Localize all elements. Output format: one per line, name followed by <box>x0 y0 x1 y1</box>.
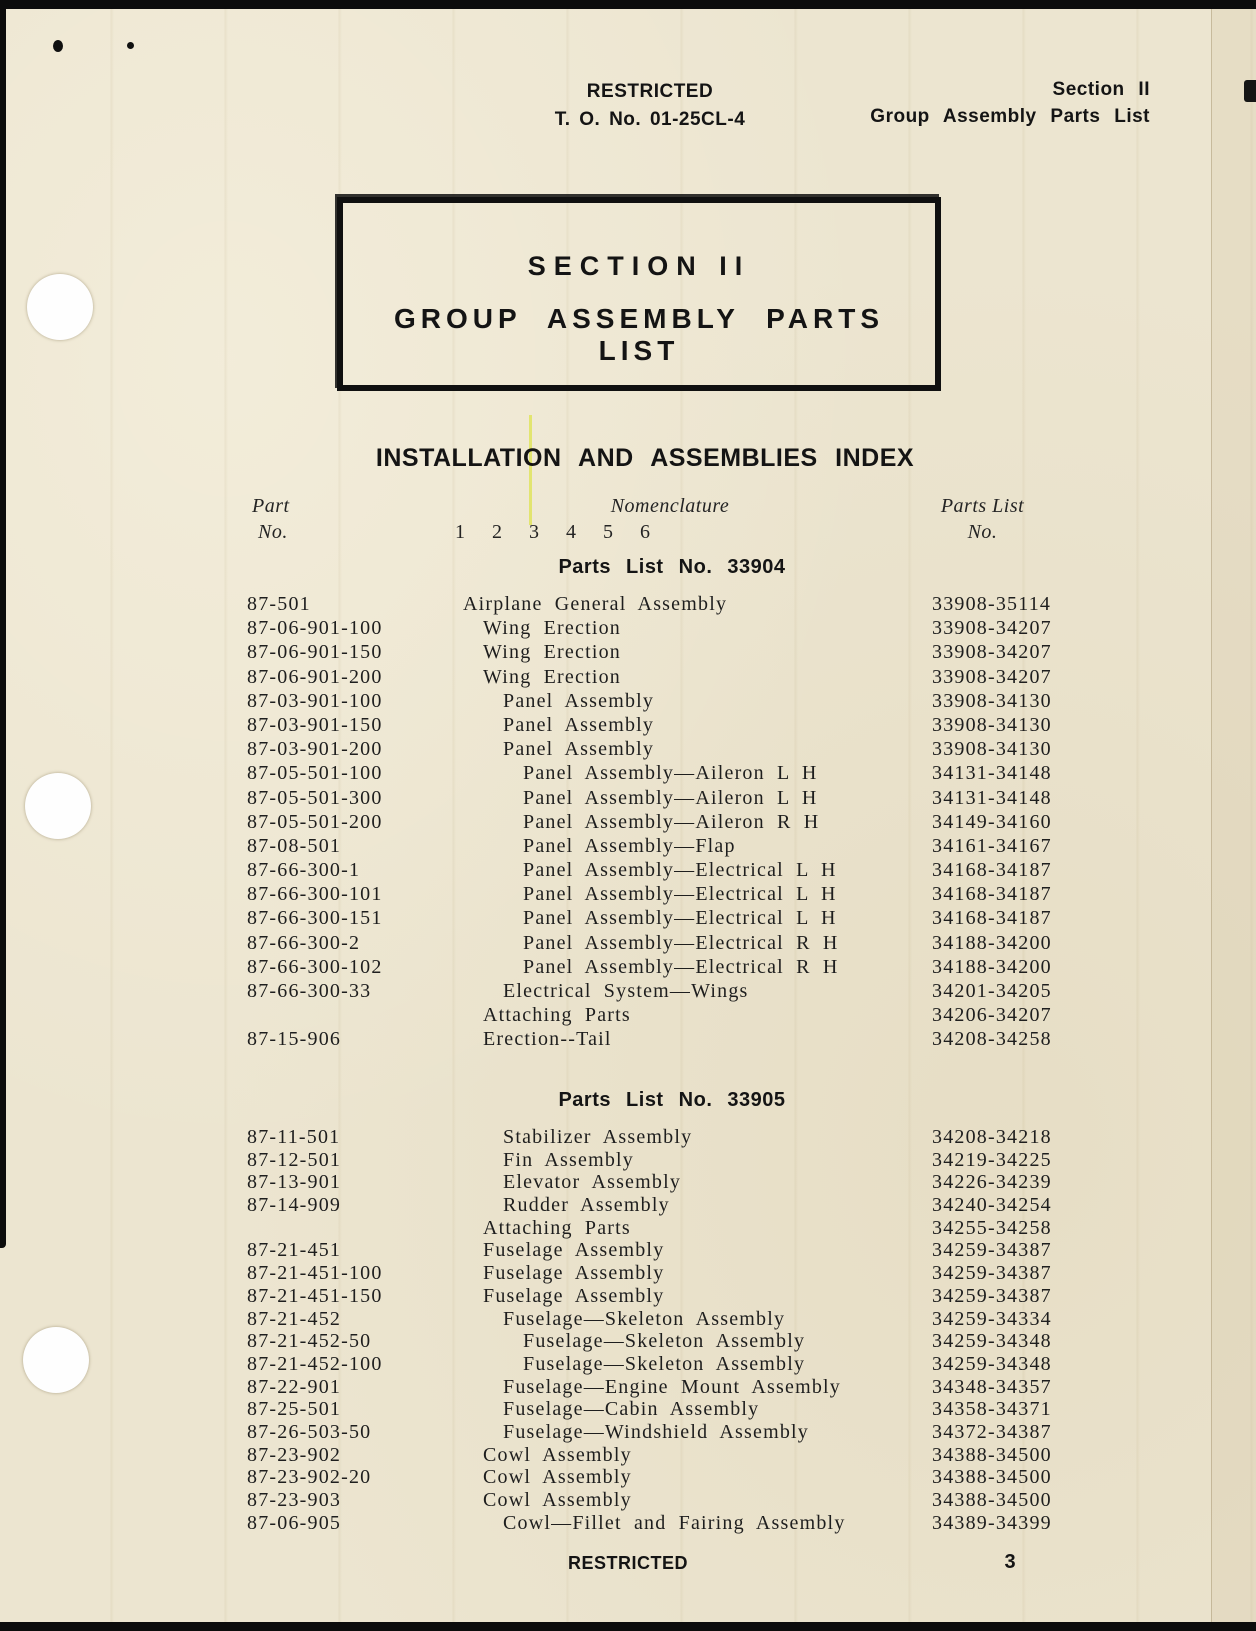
table-row <box>0 907 1256 931</box>
ink-speck <box>127 42 134 49</box>
parts-list-number-cell: 34188-34200 <box>932 931 1052 954</box>
table-row <box>0 1512 1256 1535</box>
nomenclature-cell: Panel Assembly—Aileron L H <box>523 786 818 809</box>
column-header-part: Part <box>252 495 290 517</box>
nomenclature-cell: Fuselage Assembly <box>483 1262 665 1285</box>
table-row <box>0 1239 1256 1262</box>
nomenclature-cell: Panel Assembly—Flap <box>523 834 736 857</box>
nomenclature-cell: Panel Assembly <box>503 713 655 736</box>
table-row <box>0 666 1256 690</box>
part-number-cell: 87-21-451 <box>247 1239 342 1262</box>
table-row <box>0 1194 1256 1217</box>
column-header-parts-list: Parts List <box>940 495 1025 517</box>
parts-list-number-cell: 34161-34167 <box>932 834 1052 857</box>
table-row <box>0 811 1256 835</box>
nomenclature-cell: Fuselage—Skeleton Assembly <box>523 1352 806 1375</box>
technical-order-number: T. O. No. 01-25CL-4 <box>554 109 746 130</box>
part-number-cell: 87-03-901-100 <box>247 689 383 712</box>
table-row <box>0 1028 1256 1052</box>
parts-list-number-cell: 33908-34207 <box>932 617 1052 640</box>
part-number-cell: 87-08-501 <box>247 834 342 857</box>
nomenclature-cell: Fuselage—Skeleton Assembly <box>523 1330 806 1353</box>
parts-list-number-cell: 34226-34239 <box>932 1171 1052 1194</box>
parts-list-number-cell: 34206-34207 <box>932 1004 1052 1027</box>
table-row <box>0 1285 1256 1308</box>
table-row <box>0 641 1256 665</box>
nomenclature-cell: Panel Assembly—Electrical L H <box>523 907 837 930</box>
part-number-cell: 87-21-451-150 <box>247 1284 383 1307</box>
part-number-cell: 87-06-901-100 <box>247 617 383 640</box>
part-number-cell: 87-06-901-200 <box>247 665 383 688</box>
table-row <box>0 1421 1256 1444</box>
part-number-cell: 87-06-905 <box>247 1511 342 1534</box>
scan-edge-bottom <box>0 1622 1256 1631</box>
section-sublabel: Group Assembly Parts List <box>870 106 1150 127</box>
part-number-cell: 87-66-300-151 <box>247 907 383 930</box>
nomenclature-cell: Panel Assembly—Electrical R H <box>523 931 839 954</box>
parts-list-number-cell: 34259-34348 <box>932 1330 1052 1353</box>
nomenclature-cell: Panel Assembly—Electrical L H <box>523 859 837 882</box>
part-number-cell: 87-66-300-33 <box>247 980 372 1002</box>
nomenclature-cell: Elevator Assembly <box>503 1171 682 1194</box>
nomenclature-cell: Fuselage Assembly <box>483 1284 665 1307</box>
nomenclature-cell: Panel Assembly <box>503 738 655 761</box>
table-row <box>0 883 1256 907</box>
table-row <box>0 1398 1256 1421</box>
part-number-cell: 87-501 <box>247 593 311 615</box>
parts-list-number-cell: 34259-34387 <box>932 1262 1052 1285</box>
table-row <box>0 593 1256 617</box>
part-number-cell: 87-66-300-101 <box>247 883 383 906</box>
parts-list-number-cell: 34168-34187 <box>932 859 1052 882</box>
parts-list-number-cell: 33908-34207 <box>932 641 1052 664</box>
table-row <box>0 1171 1256 1194</box>
parts-list-number-cell: 34259-34348 <box>932 1352 1052 1375</box>
table-row <box>0 738 1256 762</box>
nomenclature-cell: Stabilizer Assembly <box>503 1126 693 1148</box>
scan-edge-top <box>0 0 1256 9</box>
part-number-cell: 87-21-452-100 <box>247 1352 383 1375</box>
page-header-right <box>750 76 1150 130</box>
parts-list-number-cell: 34259-34387 <box>932 1239 1052 1262</box>
parts-list-number-cell: 34208-34218 <box>932 1126 1052 1148</box>
nomenclature-cell: Cowl Assembly <box>483 1489 632 1511</box>
parts-list-section-33905 <box>0 1089 1256 1534</box>
table-row <box>0 1376 1256 1399</box>
nomenclature-cell: Fin Assembly <box>503 1148 634 1171</box>
part-number-cell: 87-25-501 <box>247 1398 342 1421</box>
nomenclature-cell: Panel Assembly—Electrical R H <box>523 955 839 978</box>
parts-list-number-cell: 34389-34399 <box>932 1511 1052 1534</box>
part-number-cell: 87-15-906 <box>247 1028 342 1051</box>
parts-list-number-cell: 34348-34357 <box>932 1375 1052 1398</box>
part-number-cell: 87-66-300-102 <box>247 955 383 978</box>
part-number-cell: 87-14-909 <box>247 1194 342 1217</box>
parts-list-number-cell: 33908-35114 <box>932 593 1052 615</box>
part-number-cell: 87-21-452 <box>247 1307 342 1330</box>
part-number-cell: 87-66-300-2 <box>247 931 361 954</box>
parts-list-rows <box>0 1126 1256 1534</box>
table-row <box>0 1217 1256 1240</box>
part-number-cell: 87-23-902 <box>247 1443 342 1466</box>
parts-list-number-cell: 34208-34258 <box>932 1028 1052 1051</box>
table-row <box>0 932 1256 956</box>
nomenclature-cell: Wing Erection <box>483 665 621 688</box>
parts-list-number-cell: 34131-34148 <box>932 786 1052 809</box>
section-label: Section II <box>1052 79 1150 100</box>
nomenclature-cell: Rudder Assembly <box>503 1194 670 1217</box>
column-header-nomenclature: Nomenclature <box>610 495 730 517</box>
parts-list-number-cell: 34219-34225 <box>932 1148 1052 1171</box>
parts-list-section-header: Parts List No. 33904 <box>558 556 786 578</box>
table-row <box>0 714 1256 738</box>
ink-speck <box>53 40 63 52</box>
table-row <box>0 787 1256 811</box>
nomenclature-cell: Erection--Tail <box>483 1028 612 1051</box>
nomenclature-cell: Cowl Assembly <box>483 1466 632 1489</box>
nomenclature-cell: Fuselage—Skeleton Assembly <box>503 1307 786 1330</box>
part-number-cell: 87-21-451-100 <box>247 1262 383 1285</box>
part-number-cell: 87-23-902-20 <box>247 1466 372 1489</box>
parts-list-number-cell: 33908-34130 <box>932 689 1052 712</box>
nomenclature-cell: Panel Assembly—Aileron L H <box>523 762 818 785</box>
nomenclature-cell: Fuselage—Windshield Assembly <box>503 1420 809 1443</box>
nomenclature-cell: Panel Assembly—Aileron R H <box>523 810 820 833</box>
parts-list-number-cell: 34259-34334 <box>932 1307 1052 1330</box>
part-number-cell: 87-66-300-1 <box>247 859 361 882</box>
part-number-cell: 87-05-501-300 <box>247 786 383 809</box>
nomenclature-cell: Cowl—Fillet and Fairing Assembly <box>503 1511 846 1534</box>
part-number-cell: 87-13-901 <box>247 1171 342 1194</box>
nomenclature-cell: Airplane General Assembly <box>463 593 728 615</box>
table-row <box>0 835 1256 859</box>
classification-banner: RESTRICTED <box>586 81 714 102</box>
parts-list-number-cell: 34201-34205 <box>932 980 1052 1002</box>
part-number-cell: 87-26-503-50 <box>247 1420 372 1443</box>
table-row <box>0 1466 1256 1489</box>
part-number-cell: 87-06-901-150 <box>247 641 383 664</box>
section-title-line1: SECTION II <box>527 251 751 281</box>
parts-list-number-cell: 34358-34371 <box>932 1398 1052 1421</box>
part-number-cell: 87-05-501-100 <box>247 762 383 785</box>
nomenclature-cell: Panel Assembly—Electrical L H <box>523 883 837 906</box>
parts-list-number-cell: 34259-34387 <box>932 1284 1052 1307</box>
nomenclature-cell: Electrical System—Wings <box>503 980 749 1002</box>
parts-list-number-cell: 34388-34500 <box>932 1466 1052 1489</box>
part-number-cell: 87-03-901-150 <box>247 713 383 736</box>
table-row <box>0 762 1256 786</box>
parts-list-number-cell: 34168-34187 <box>932 883 1052 906</box>
parts-list-number-cell: 33908-34207 <box>932 665 1052 688</box>
parts-list-section-header: Parts List No. 33905 <box>558 1089 786 1111</box>
nomenclature-cell: Wing Erection <box>483 617 621 640</box>
part-number-cell: 87-05-501-200 <box>247 810 383 833</box>
nomenclature-cell: Fuselage Assembly <box>483 1239 665 1262</box>
nomenclature-cell: Panel Assembly <box>503 689 655 712</box>
nomenclature-cell: Attaching Parts <box>483 1004 631 1027</box>
table-row <box>0 690 1256 714</box>
parts-list-number-cell: 33908-34130 <box>932 738 1052 761</box>
table-row <box>0 617 1256 641</box>
nomenclature-cell: Attaching Parts <box>483 1216 631 1239</box>
nomenclature-cell: Fuselage—Engine Mount Assembly <box>503 1375 841 1398</box>
nomenclature-cell: Cowl Assembly <box>483 1443 632 1466</box>
table-row <box>0 1444 1256 1467</box>
column-header-item-numbers: 1 2 3 4 5 6 <box>455 521 657 543</box>
part-number-cell: 87-22-901 <box>247 1375 342 1398</box>
parts-list-rows <box>0 593 1256 1053</box>
part-number-cell: 87-23-903 <box>247 1489 342 1511</box>
parts-list-number-cell: 34131-34148 <box>932 762 1052 785</box>
table-row <box>0 1330 1256 1353</box>
parts-list-number-cell: 34188-34200 <box>932 955 1052 978</box>
parts-list-number-cell: 34388-34500 <box>932 1443 1052 1466</box>
parts-list-number-cell: 34255-34258 <box>932 1216 1052 1239</box>
nomenclature-cell: Fuselage—Cabin Assembly <box>503 1398 760 1421</box>
index-title: INSTALLATION AND ASSEMBLIES INDEX <box>375 444 915 472</box>
table-row <box>0 1126 1256 1149</box>
punch-hole <box>27 274 93 340</box>
column-header-parts-list-no: No. <box>967 521 998 543</box>
part-number-cell: 87-11-501 <box>247 1126 341 1148</box>
table-row <box>0 1353 1256 1376</box>
table-row <box>0 980 1256 1004</box>
table-row <box>0 859 1256 883</box>
parts-list-number-cell: 34388-34500 <box>932 1489 1052 1511</box>
parts-list-number-cell: 33908-34130 <box>932 713 1052 736</box>
table-row <box>0 956 1256 980</box>
part-number-cell: 87-21-452-50 <box>247 1330 372 1353</box>
column-header-part-no: No. <box>258 521 288 543</box>
parts-list-number-cell: 34372-34387 <box>932 1420 1052 1443</box>
parts-list-section-33904 <box>0 556 1256 1053</box>
part-number-cell: 87-03-901-200 <box>247 738 383 761</box>
page-number: 3 <box>1004 1551 1016 1573</box>
footer-classification: RESTRICTED <box>567 1553 688 1573</box>
nomenclature-cell: Wing Erection <box>483 641 621 664</box>
table-row <box>0 1489 1256 1512</box>
section-title-line2: GROUP ASSEMBLY PARTS LIST <box>393 303 884 366</box>
parts-list-number-cell: 34240-34254 <box>932 1194 1052 1217</box>
parts-list-number-cell: 34168-34187 <box>932 907 1052 930</box>
section-title-box <box>337 197 941 391</box>
table-row <box>0 1308 1256 1331</box>
table-row <box>0 1262 1256 1285</box>
table-row <box>0 1149 1256 1172</box>
part-number-cell: 87-12-501 <box>247 1148 342 1171</box>
table-row <box>0 1004 1256 1028</box>
parts-list-number-cell: 34149-34160 <box>932 810 1052 833</box>
